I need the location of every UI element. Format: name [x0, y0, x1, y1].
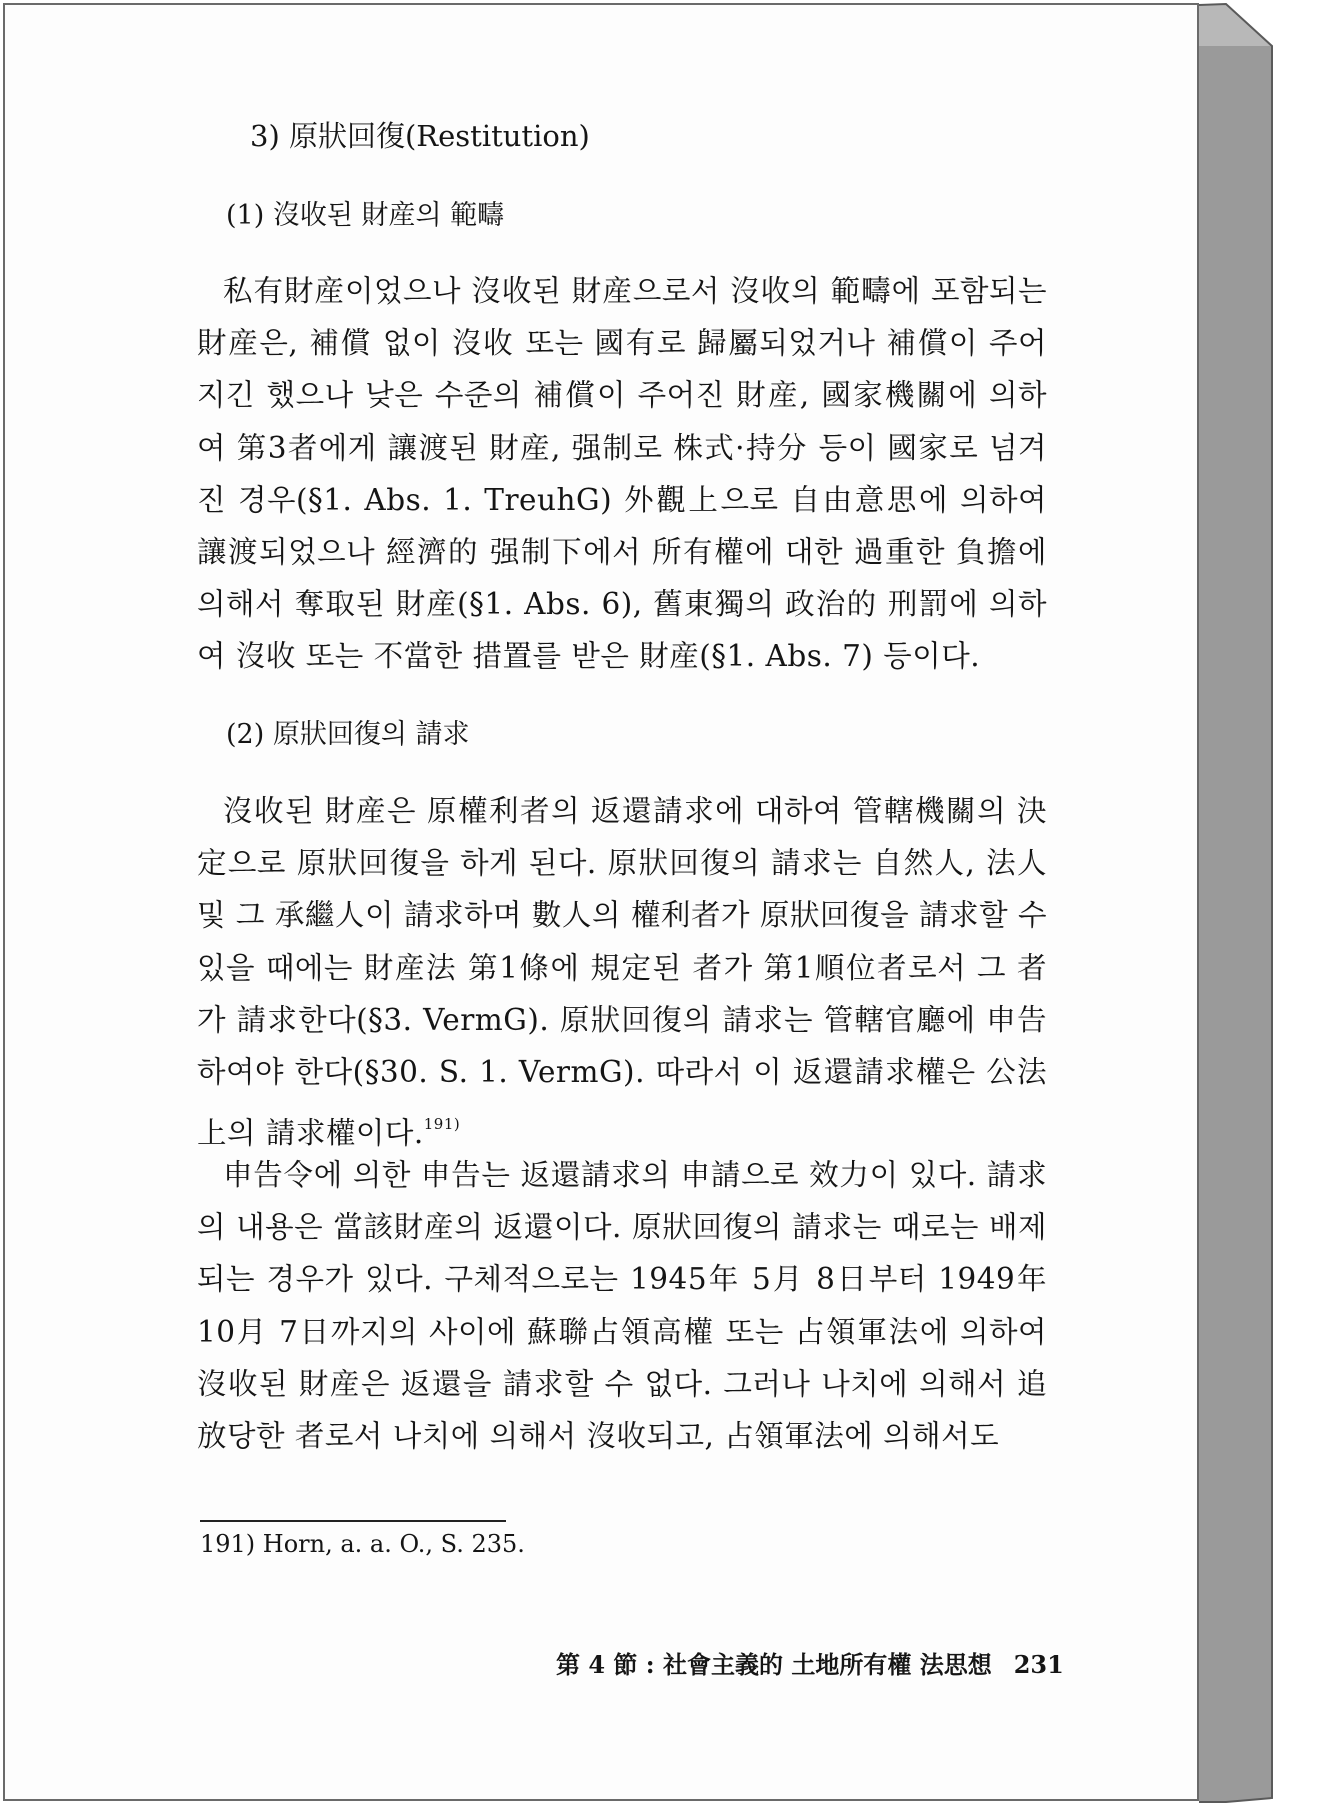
footnote-reference: 191): [423, 1115, 461, 1134]
paragraph-restitution-claim-text: 沒收된 財産은 原權利者의 返還請求에 대하여 管轄機關의 決定으로 原狀回復을 하게 된다. 原狀回復의 請求는 自然人, 法人 및 그 承繼人이 請求하며 數人의 權利者가 原狀回復을 請求할 수 있을 때에는 財産法 第1條에 規定된 者가 第1順位者로서 그 者가 請求한다(§3. VermG). 原狀回復의 請求는 管轄官廳에 申告하여야 한다(§30. S. 1. VermG). 따라서 이 返還請求權은 公法上의 請求權이다.: [197, 794, 1047, 1151]
page-number: 231: [1013, 1650, 1064, 1679]
subsection-heading-2: (2) 原狀回復의 請求: [226, 719, 470, 750]
running-footer: [556, 1645, 1064, 1680]
running-footer-title: 第 4 節 : 社會主義的 土地所有權 法思想: [556, 1650, 992, 1679]
subsection-heading-1: (1) 沒收된 財産의 範疇: [226, 200, 505, 231]
paragraph-restitution-claim: [197, 785, 1047, 1159]
section-title: 3) 原狀回復(Restitution): [250, 119, 590, 153]
footnote-divider: [200, 1520, 506, 1522]
footnote-191: 191) Horn, a. a. O., S. 235.: [200, 1530, 525, 1558]
paragraph-report-effect: 申告令에 의한 申告는 返還請求의 申請으로 效力이 있다. 請求의 내용은 當該財産의 返還이다. 原狀回復의 請求는 때로는 배제되는 경우가 있다. 구체적으로는 1945年 5月 8日부터 1949年 10月 7日까지의 사이에 蘇聯占領高權 또는 占領軍法에 의하여 沒收된 財産은 返還을 請求할 수 없다. 그러나 나치에 의해서 追放당한 者로서 나치에 의해서 沒收되고, 占領軍法에 의해서도: [197, 1158, 1047, 1454]
paragraph-confiscated-property: 私有財産이었으나 沒收된 財産으로서 沒收의 範疇에 포함되는 財産은, 補償 없이 沒收 또는 國有로 歸屬되었거나 補償이 주어지긴 했으나 낮은 수준의 補償이 주어진 財産, 國家機關에 의하여 第3者에게 讓渡된 財産, 强制로 株式·持分 등이 國家로 넘겨진 경우(§1. Abs. 1. TreuhG) 外觀上으로 自由意思에 의하여 讓渡되었으나 經濟的 强制下에서 所有權에 대한 過重한 負擔에 의해서 奪取된 財産(§1. Abs. 6), 舊東獨의 政治的 刑罰에 의하여 沒收 또는 不當한 措置를 받은 財産(§1. Abs. 7) 등이다.: [197, 274, 1047, 674]
